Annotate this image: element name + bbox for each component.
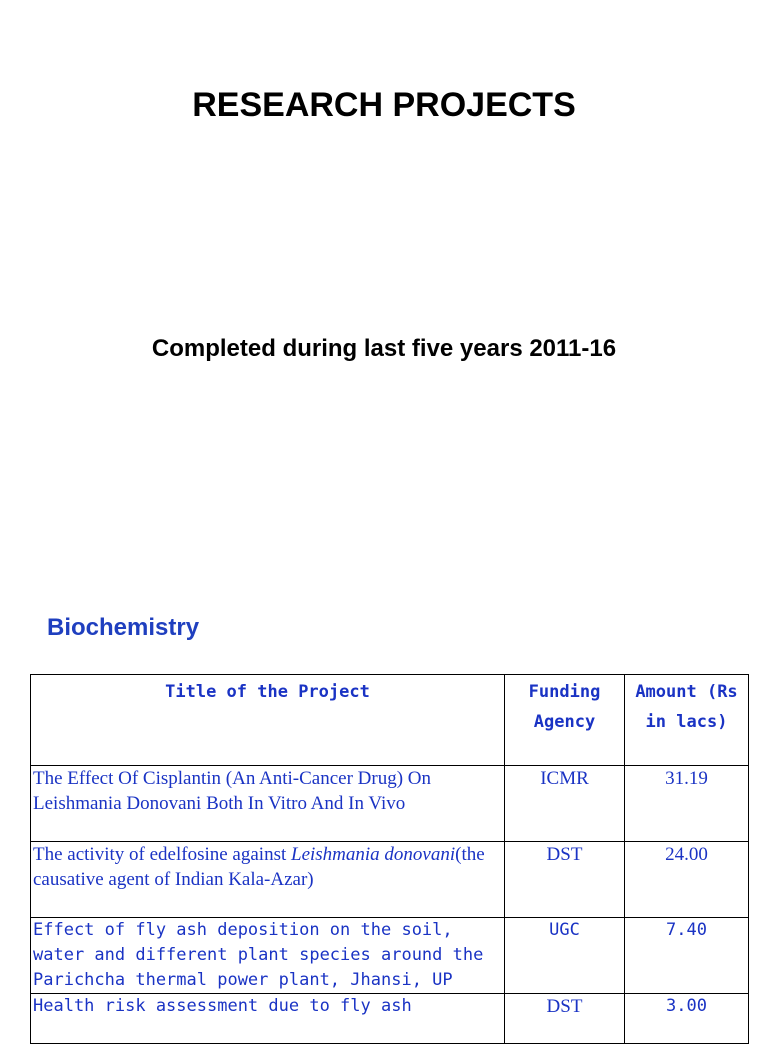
header-title: Title of the Project (31, 675, 505, 766)
table-row (31, 918, 749, 994)
header-amount: Amount (Rs in lacs) (625, 675, 749, 766)
section-heading: Biochemistry (47, 614, 200, 641)
header-agency: Funding Agency (505, 675, 625, 766)
amount: 31.19 (625, 766, 749, 842)
title-species: Leishmania donovani (291, 844, 456, 865)
title-text: The activity of edelfosine against (33, 844, 291, 865)
funding-agency: DST (505, 994, 625, 1044)
page-title: RESEARCH PROJECTS (192, 86, 576, 124)
project-title: The Effect Of Cisplantin (An Anti-Cancer Drug) On Leishmania Donovani Both In Vitro And In Vivo (31, 766, 505, 842)
amount: 24.00 (625, 842, 749, 918)
table-header-row (31, 675, 749, 766)
funding-agency: DST (505, 842, 625, 918)
table-row (31, 994, 749, 1044)
table-row (31, 766, 749, 842)
page-subtitle: Completed during last five years 2011-16 (151, 335, 617, 362)
project-title (31, 842, 505, 918)
project-title: Health risk assessment due to fly ash (31, 994, 505, 1044)
table-row (31, 842, 749, 918)
title-text: (the causative agent of Indian Kala-Azar) (33, 844, 485, 890)
project-title: Effect of fly ash deposition on the soil, water and different plant species around the Parichcha thermal power plant, Jhansi, UP (31, 918, 505, 994)
amount: 7.40 (625, 918, 749, 994)
amount: 3.00 (625, 994, 749, 1044)
projects-table (30, 674, 749, 1044)
funding-agency: UGC (505, 918, 625, 994)
funding-agency: ICMR (505, 766, 625, 842)
